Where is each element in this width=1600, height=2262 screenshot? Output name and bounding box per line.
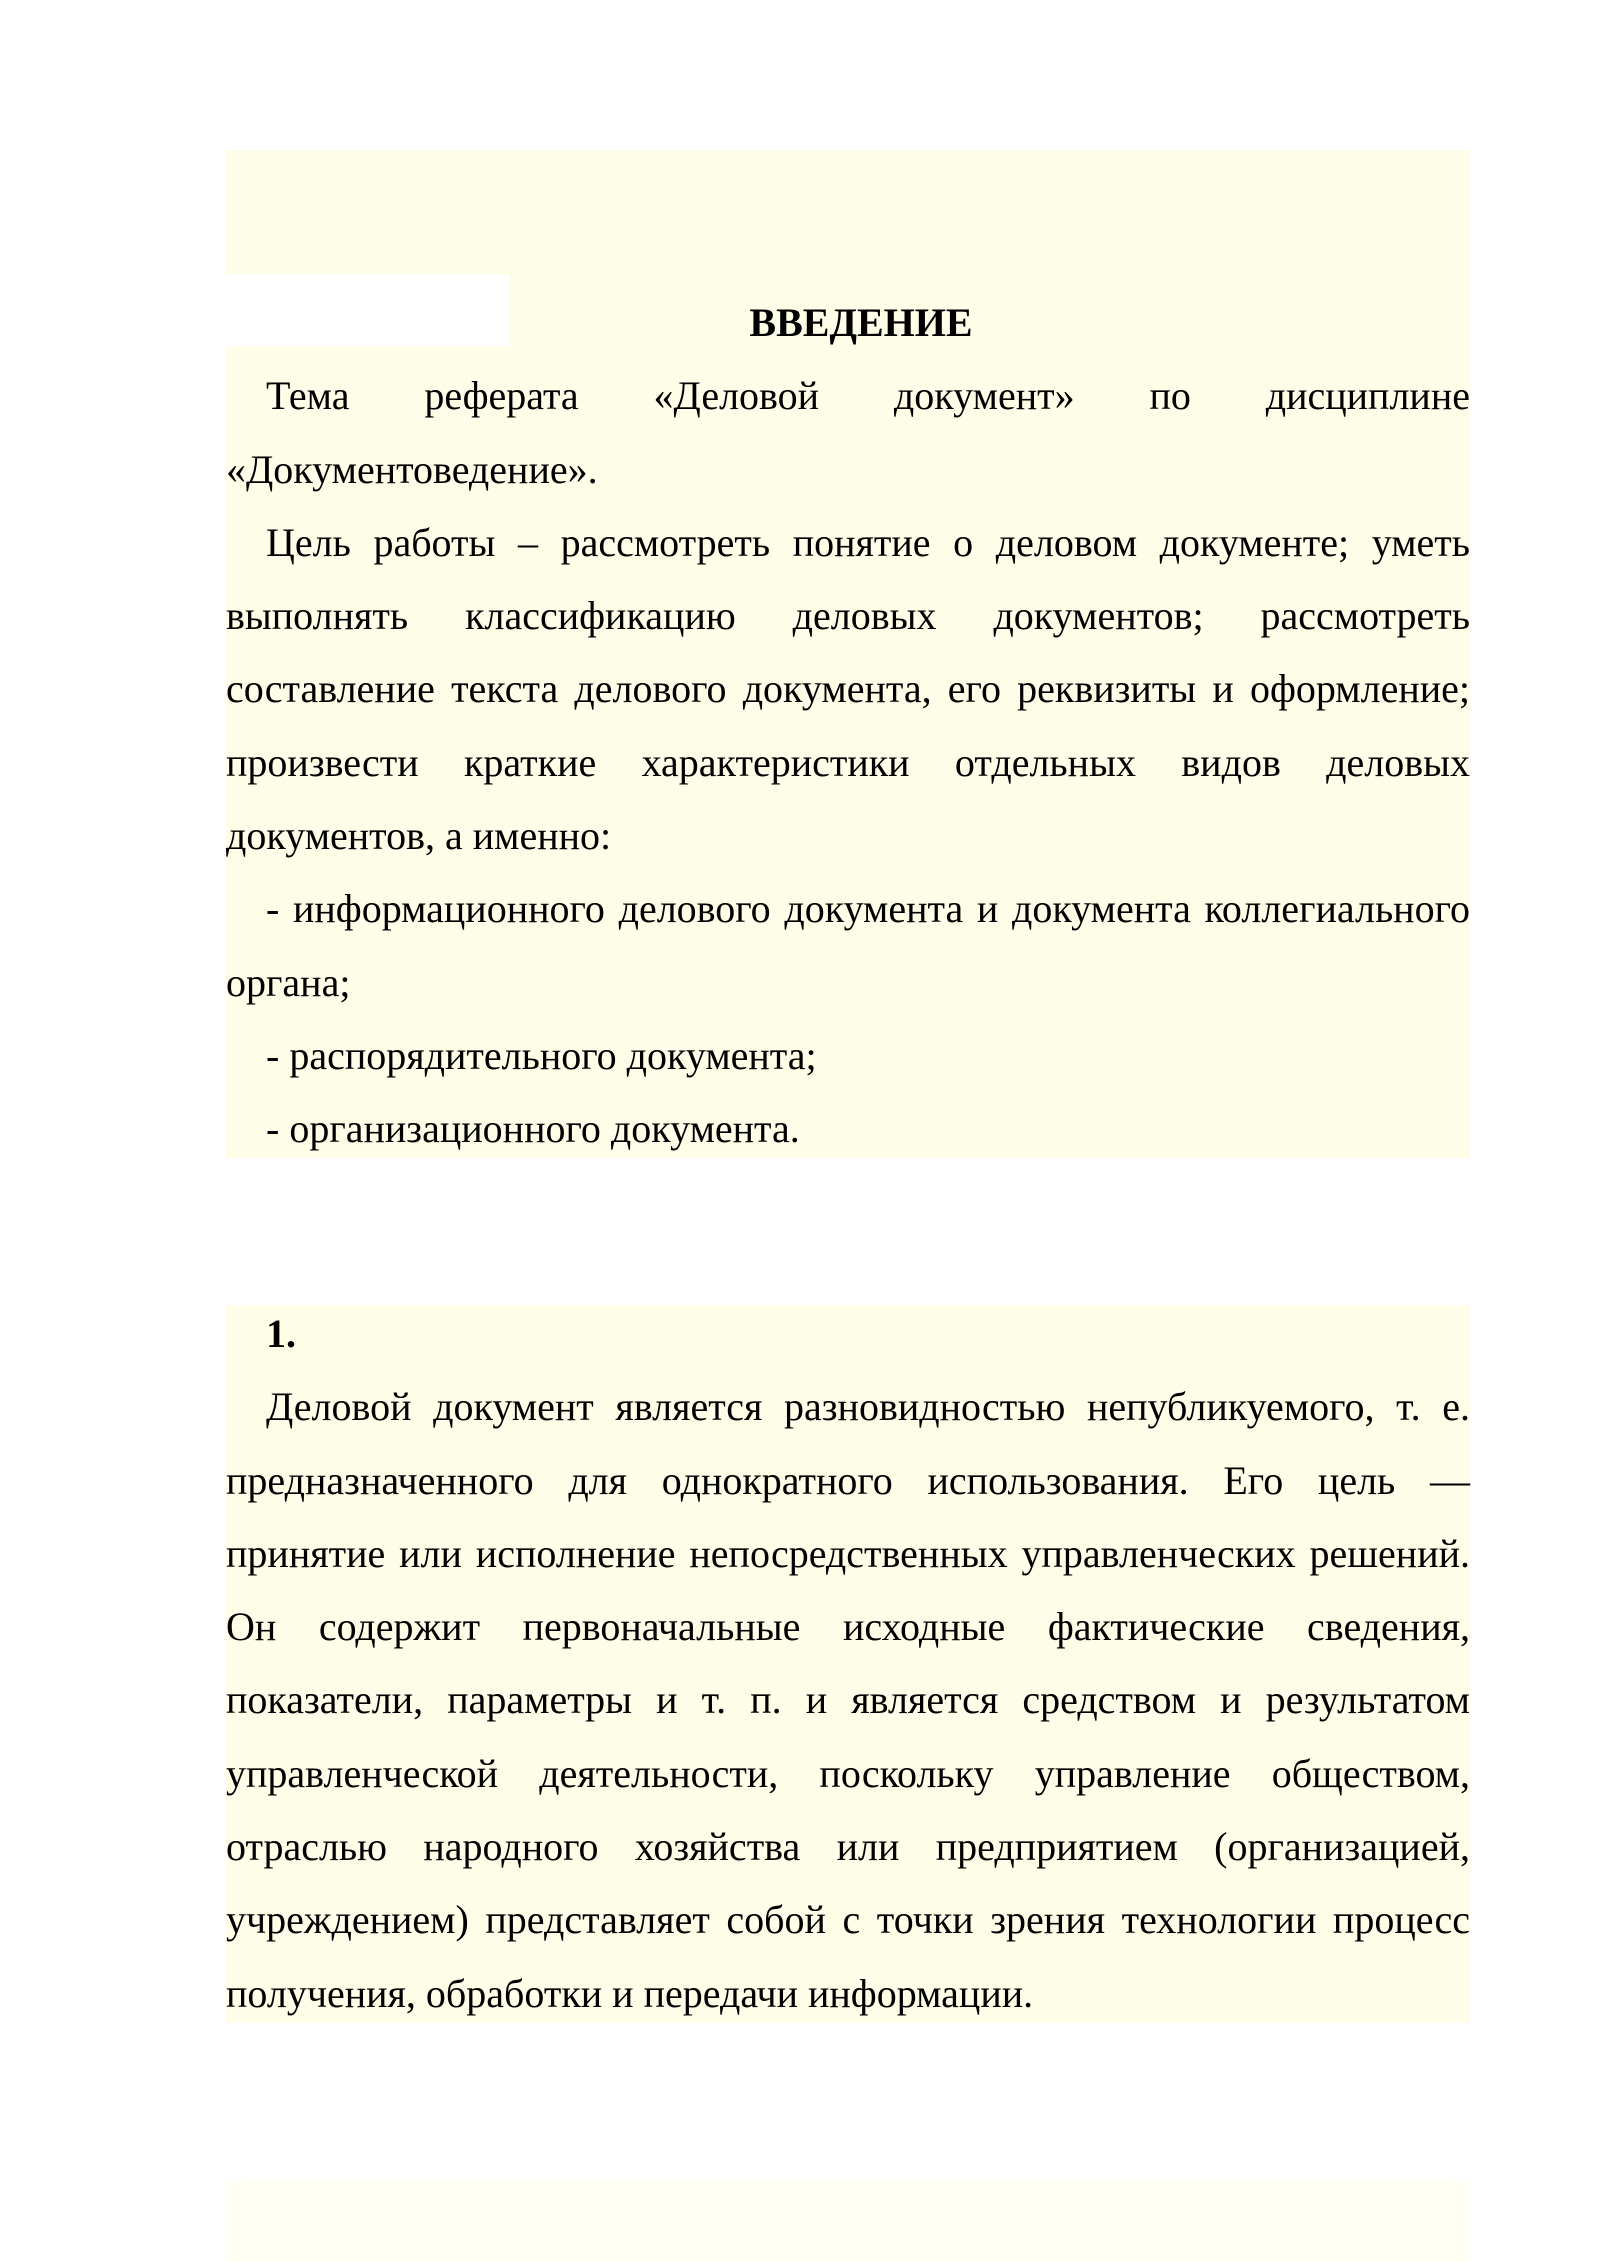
section-1 [226, 1297, 1470, 2030]
intro-section [226, 286, 1470, 1166]
section-paragraph: Деловой документ является разновидностью непубликуемого, т. е. предназначенного для однократного использования. Его цель — принятие или исполнение непосредственных управленческих решений. Он содержит первоначальные исходные фактические сведения, показатели, параметры и т. п. и является средством и результатом управленческой деятельности, поскольку управление обществом, отраслью народного хозяйства или предприятием (организацией, учреждением) представляет собой с точки зрения технологии процесс получения, обработки и передачи информации. [226, 1384, 1470, 2016]
intro-heading: ВВЕДЕНИЕ [749, 300, 973, 345]
topic-paragraph: Тема реферата «Деловой документ» по дисциплине «Документоведение». [226, 373, 1470, 492]
list-item: - организационного документа. [266, 1106, 800, 1152]
goal-paragraph: Цель работы – рассмотреть понятие о деловом документе; уметь выполнять классификацию деловых документов; рассмотреть составление текста делового документа, его реквизиты и оформление; произвести краткие характеристики отдельных видов деловых документов, а именно: [226, 519, 1470, 859]
list-item: - информационного делового документа и документа коллегиального органа; [226, 886, 1470, 1005]
bottom-highlight-block [226, 2180, 1470, 2262]
list-item: - распорядительного документа; [266, 1032, 817, 1078]
section-number: 1. [266, 1311, 296, 1356]
